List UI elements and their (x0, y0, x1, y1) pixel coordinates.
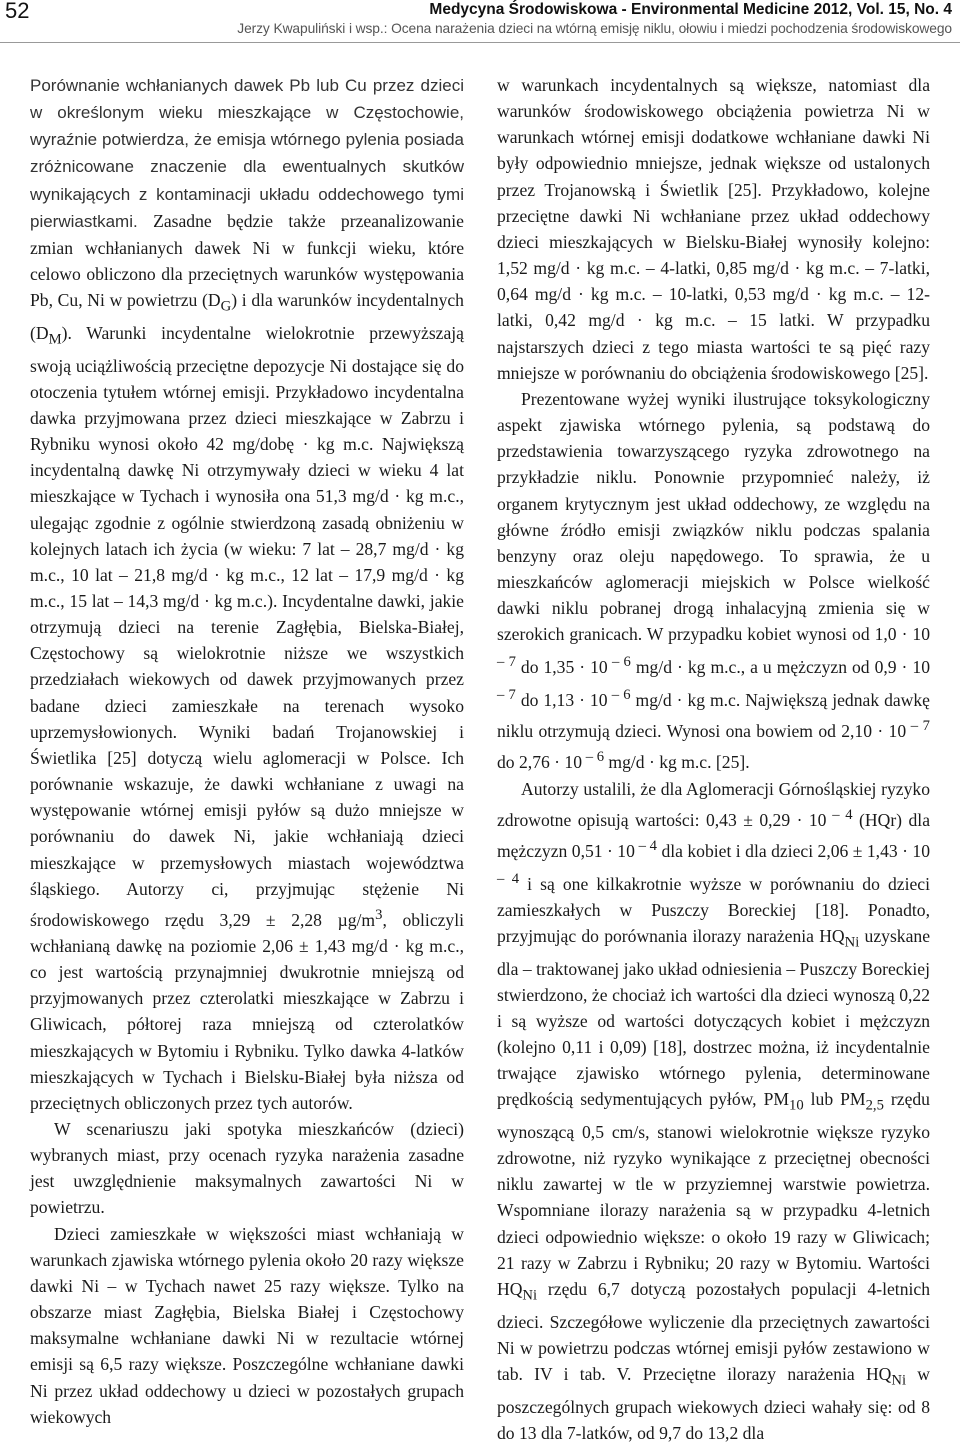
lead-sentence: Porównanie wchłanianych dawek Pb lub Cu przez dzieci w określonym wieku mieszkające w Częstochowie, wyraźnie potwierdza, że emisja wtórnego pylenia posiada zróżnicowane znaczenie dla ewentualnych skutków wynikających z kontaminacji układu oddechowego tymi pierwiastkami. (30, 76, 464, 231)
header-divider (0, 42, 960, 43)
paragraph-4: w warunkach incydentalnych są większe, natomiast dla warunków środowiskowego obciążenia powietrza Ni w warunkach wtórnej emisji dodatkowe wchłaniane dawki Ni były odpowiednio mniejsze, jednak większe od ustalonych przez Trojanowską i Świetlik [25]. Przykładowo, kolejne przeciętne dawki Ni wchłaniane przez układ oddechowy dzieci mieszkających w Bielsku-Białej wynosiły kolejno: 1,52 mg/d · kg m.c. – 4-latki, 0,85 mg/d · kg m.c. – 7-latki, 0,64 mg/d · kg m.c. – 10-latki, 0,53 mg/d · kg m.c. – 12-latki, 0,42 mg/d · kg m.c. – 15 latki. W przypadku najstarszych dzieci z tego miasta wartości te są pięć razy mniejsze w porównaniu do obciążenia środowiskowego [25]. (497, 75, 930, 383)
right-column (497, 72, 930, 1446)
paragraph-1: Porównanie wchłanianych dawek Pb lub Cu przez dzieci w określonym wieku mieszkające w Częstochowie, wyraźnie potwierdza, że emisja wtórnego pylenia posiada zróżnicowane znaczenie dla ewentualnych skutków wynikających z kontaminacji układu oddechowego tymi pierwiastkami. Zasadne będzie także przeanalizowanie zmian wchłanianych dawek Ni w funkcji wieku, które celowo obliczono dla przeciętnych warunków występowania Pb, Cu, Ni w powietrzu $(D_G)$ i dla warunków incydentalnych $(D_M)$. Warunki incydentalne wielokrotnie przewyższają swoją uciążliwością przeciętne depozycje Ni dostające się do otoczenia tytułem wtórnej emisji. Przykładowo incydentalna dawka przyjmowana przez dzieci mieszkające w Zabrzu i Rybniku wynosi około 42 mg/dobę · kg m.c. Największą incydentalną dawkę Ni otrzymywały dzieci w wieku 4 lat mieszkające w Tychach i wynosiła ona 51,3 mg/d · kg m.c., ulegając zgodnie z ogólnie stwierdzoną zasadą obniżeniu w kolejnych latach ich życia (w wieku: 7 lat – 28,7 mg/d · kg m.c., 10 lat – 21,8 mg/d · kg m.c., 12 lat – 17,9 mg/d · kg m.c., 15 lat – 14,3 mg/d · kg m.c.). Incydentalne dawki, jakie otrzymują dzieci na terenie Zagłębia, Bielska-Białej, Częstochowy są wielokrotnie niższe we wszystkich przedziałach wiekowych od dawek przyjmowanych przez badane dzieci zamieszkałe na terenach wysoko uprzemysłowionych. Wyniki badań Trojanowskiej i Świetlika [25] dotyczą wielu aglomeracji w Polsce. Ich porównanie wskazuje, że dawki wchłaniane z uwagi na występowanie wtórnej emisji pyłów są dużo mniejsze w porównaniu do dawek Ni, jakie wchłaniają dzieci mieszkające w przemysłowych miastach województwa śląskiego. Autorzy ci, przyjmując stężenie Ni środowiskowego rzędu 3,29 ± 2,28 $\mu g/m^3$, obliczyli wchłanianą dawkę na poziomie 2,06 ± 1,43 mg/d · kg m.c., co jest wartością przynajmniej dwukrotnie mniejszą od przyjmowanych przez czterolatki mieszkające w Zabrzu i Gliwicach, półtorej raza mniejszą od czterolatków mieszkających w Bytomiu i Rybniku. Tylko dawka 4-latków mieszkających w Tychach i Bielsku-Białej była niższa od przeciętnych obliczonych przez tych autorów. (30, 76, 465, 1113)
paragraph-2: W scenariuszu jaki spotyka mieszkańców (dzieci) wybranych miast, przy ocenach ryzyka narażenia zasadne jest uwzględnienie maksymalnych zawartości Ni w powietrzu. (30, 1118, 464, 1218)
page-number: 52 (5, 0, 30, 23)
page-header (0, 0, 960, 46)
paragraph-6: Autorzy ustalili, że dla Aglomeracji Górnośląskiej ryzyko zdrowotne opisują wartości: 0,43 ± 0,29 · 10 $^{- 4}$ (HQr) dla mężczyzn 0,51 · 10 $^{- 4}$ dla kobiet i dla dzieci 2,06 ± 1,43 · 10 $^{- 4}$ i są one kilkakrotnie wyższe w porównaniu do dzieci zamieszkałych w Puszczy Boreckiej [18]. Ponadto, przyjmując do porównania ilorazy narażenia $HQ_{Ni}$ uzyskane dla – traktowanej jako układ odniesienia – Puszczy Boreckiej stwierdzono, że chociaż ich wartości dla dzieci wynoszą 0,22 i są wyższe od wartości dotyczących kobiet i mężczyzn (kolejno 0,11 i 0,09) [18], dostrzec można, iż incydentalnie trwające zjawisko wtórnego pylenia, determinowane prędkością sedymentujących pyłów, $PM_{10}$ lub $PM_{2,5}$ rzędu wynoszącą 0,5 cm/s, stanowi wielokrotnie większe ryzyko zdrowotne, niż ryzyko wynikające z przeciętnej obecności niklu zawartej w tle w przyziemnej warstwie powietrza. Wspomniane ilorazy narażenia są w przypadku 4-letnich dzieci odpowiednio większe: o około 19 razy w Gliwicach; 21 razy w Zabrzu i Rybniku; 20 razy w Bytomiu. Wartości $HQ_{Ni}$ rzędu 6,7 dotyczą pozostałych populacji 4-letnich dzieci. Szczegółowe wyliczenie dla przeciętnych zawartości Ni w powietrzu podczas wtórnej emisji pyłów zestawiono w tab. IV i tab. V. Przeciętne ilorazy narażenia $HQ_{Ni}$ w poszczególnych grupach wiekowych dzieci wahały się: od 8 do 13 dla 7-latków, od 9,7 do 13,2 dla (497, 778, 931, 1443)
paragraph-5: Prezentowane wyżej wyniki ilustrujące toksykologiczny aspekt zjawiska wtórnego pylenia, są podstawą do przedstawienia towarzyszącego ryzyka zdrowotnego na przykładzie niklu. Ponownie przypomnieć należy, iż organem krytycznym jest układ oddechowy, ze względu na główne źródło emisji związków niklu podczas spalania benzyny oraz oleju napędowego. To sprawia, że u mieszkańców aglomeracji miejskich w Polsce wielkość dawki niklu pobranej drogą inhalacyjną zmienia się w szerokich granicach. W przypadku kobiet wynosi od 1,0 · 10 $^{- 7}$ do 1,35 · 10 $^{- 6}$ mg/d · kg m.c., a u mężczyzn od 0,9 · 10 $^{- 7}$ do 1,13 · 10 $^{- 6}$ mg/d · kg m.c. Największą jednak dawkę niklu otrzymują dzieci. Wynosi ona bowiem od 2,10 · 10 $^{- 7}$ do 2,76 · 10 $^{- 6}$ mg/d · kg m.c. [25]. (497, 388, 931, 773)
paragraph-3: Dzieci zamieszkałe w większości miast wchłaniają w warunkach zjawiska wtórnego pylenia około 20 razy większe dawki Ni – w Tychach nawet 25 razy większe. Tylko na obszarze miast Zagłębia, Bielska Białej i Częstochowy maksymalne wchłaniane dawki Ni w rezultacie wtórnej emisji są 6,5 razy większe. Poszczególne wchłaniane dawki Ni przez układ oddechowy u dzieci w pozostałych grupach wiekowych (30, 1223, 464, 1427)
left-column (30, 72, 464, 1430)
journal-title: Medycyna Środowiskowa - Environmental Medicine 2012, Vol. 15, No. 4 (429, 1, 952, 18)
running-title: Jerzy Kwapuliński i wsp.: Ocena narażenia dzieci na wtórną emisję niklu, ołowiu i miedzi pochodzenia środowiskowego (237, 21, 952, 36)
